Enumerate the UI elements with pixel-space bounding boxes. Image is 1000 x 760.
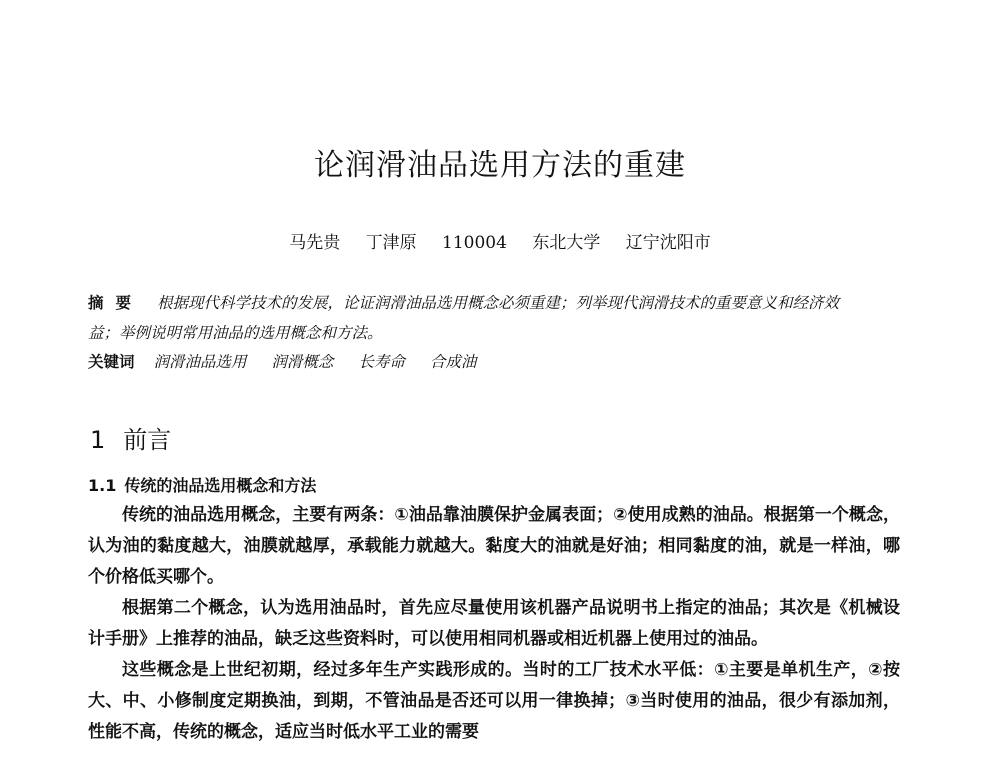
postcode: 110004 [442, 233, 507, 253]
keyword: 润滑概念 [271, 353, 334, 371]
section-title: 前言 [123, 426, 172, 454]
paragraph: 这些概念是上世纪初期，经过多年生产实践形成的。当时的工厂技术水平低：①主要是单机生产，②按大、中、小修制度定期换油，到期，不管油品是否还可以用一律换掉；③当时使用的油品，很少有添加剂，性能不高，传统的概念，适应当时低水平工业的需要 [88, 660, 900, 742]
section-heading [90, 420, 171, 455]
keywords-label: 关键词 [88, 352, 135, 371]
body-text [88, 500, 900, 748]
paragraph: 根据第二个概念，认为选用油品时，首先应尽量使用该机器产品说明书上指定的油品；其次是《机械设计手册》上推荐的油品，缺乏这些资料时，可以使用相同机器或相近机器上使用过的油品。 [88, 598, 900, 649]
section-number: 1 [90, 426, 106, 454]
keywords [88, 348, 888, 376]
author-name: 丁津原 [365, 233, 417, 253]
subsection-number: 1.1 [88, 476, 117, 495]
subsection-title: 传统的油品选用概念和方法 [124, 476, 317, 495]
abstract [88, 288, 868, 348]
paragraph: 传统的油品选用概念，主要有两条：①油品靠油膜保护金属表面；②使用成熟的油品。根据第一个概念，认为油的黏度越大，油膜就越厚，承载能力就越大。黏度大的油就是好油；相同黏度的油，就是一样油，哪个价格低买哪个。 [88, 505, 900, 587]
affiliation: 东北大学 [532, 233, 601, 253]
abstract-text: 根据现代科学技术的发展，论证润滑油品选用概念必须重建；列举现代润滑技术的重要意义和经济效益；举例说明常用油品的选用概念和方法。 [88, 294, 840, 342]
subsection-heading [88, 473, 316, 496]
abstract-label: 摘要 [88, 293, 144, 312]
keyword: 合成油 [429, 353, 477, 371]
keyword: 长寿命 [358, 353, 405, 371]
author-name: 马先贵 [289, 233, 341, 253]
location: 辽宁沈阳市 [625, 233, 711, 253]
paper-title: 论润滑油品选用方法的重建 [314, 148, 686, 183]
author-line [0, 228, 1000, 253]
keyword: 润滑油品选用 [153, 353, 247, 371]
